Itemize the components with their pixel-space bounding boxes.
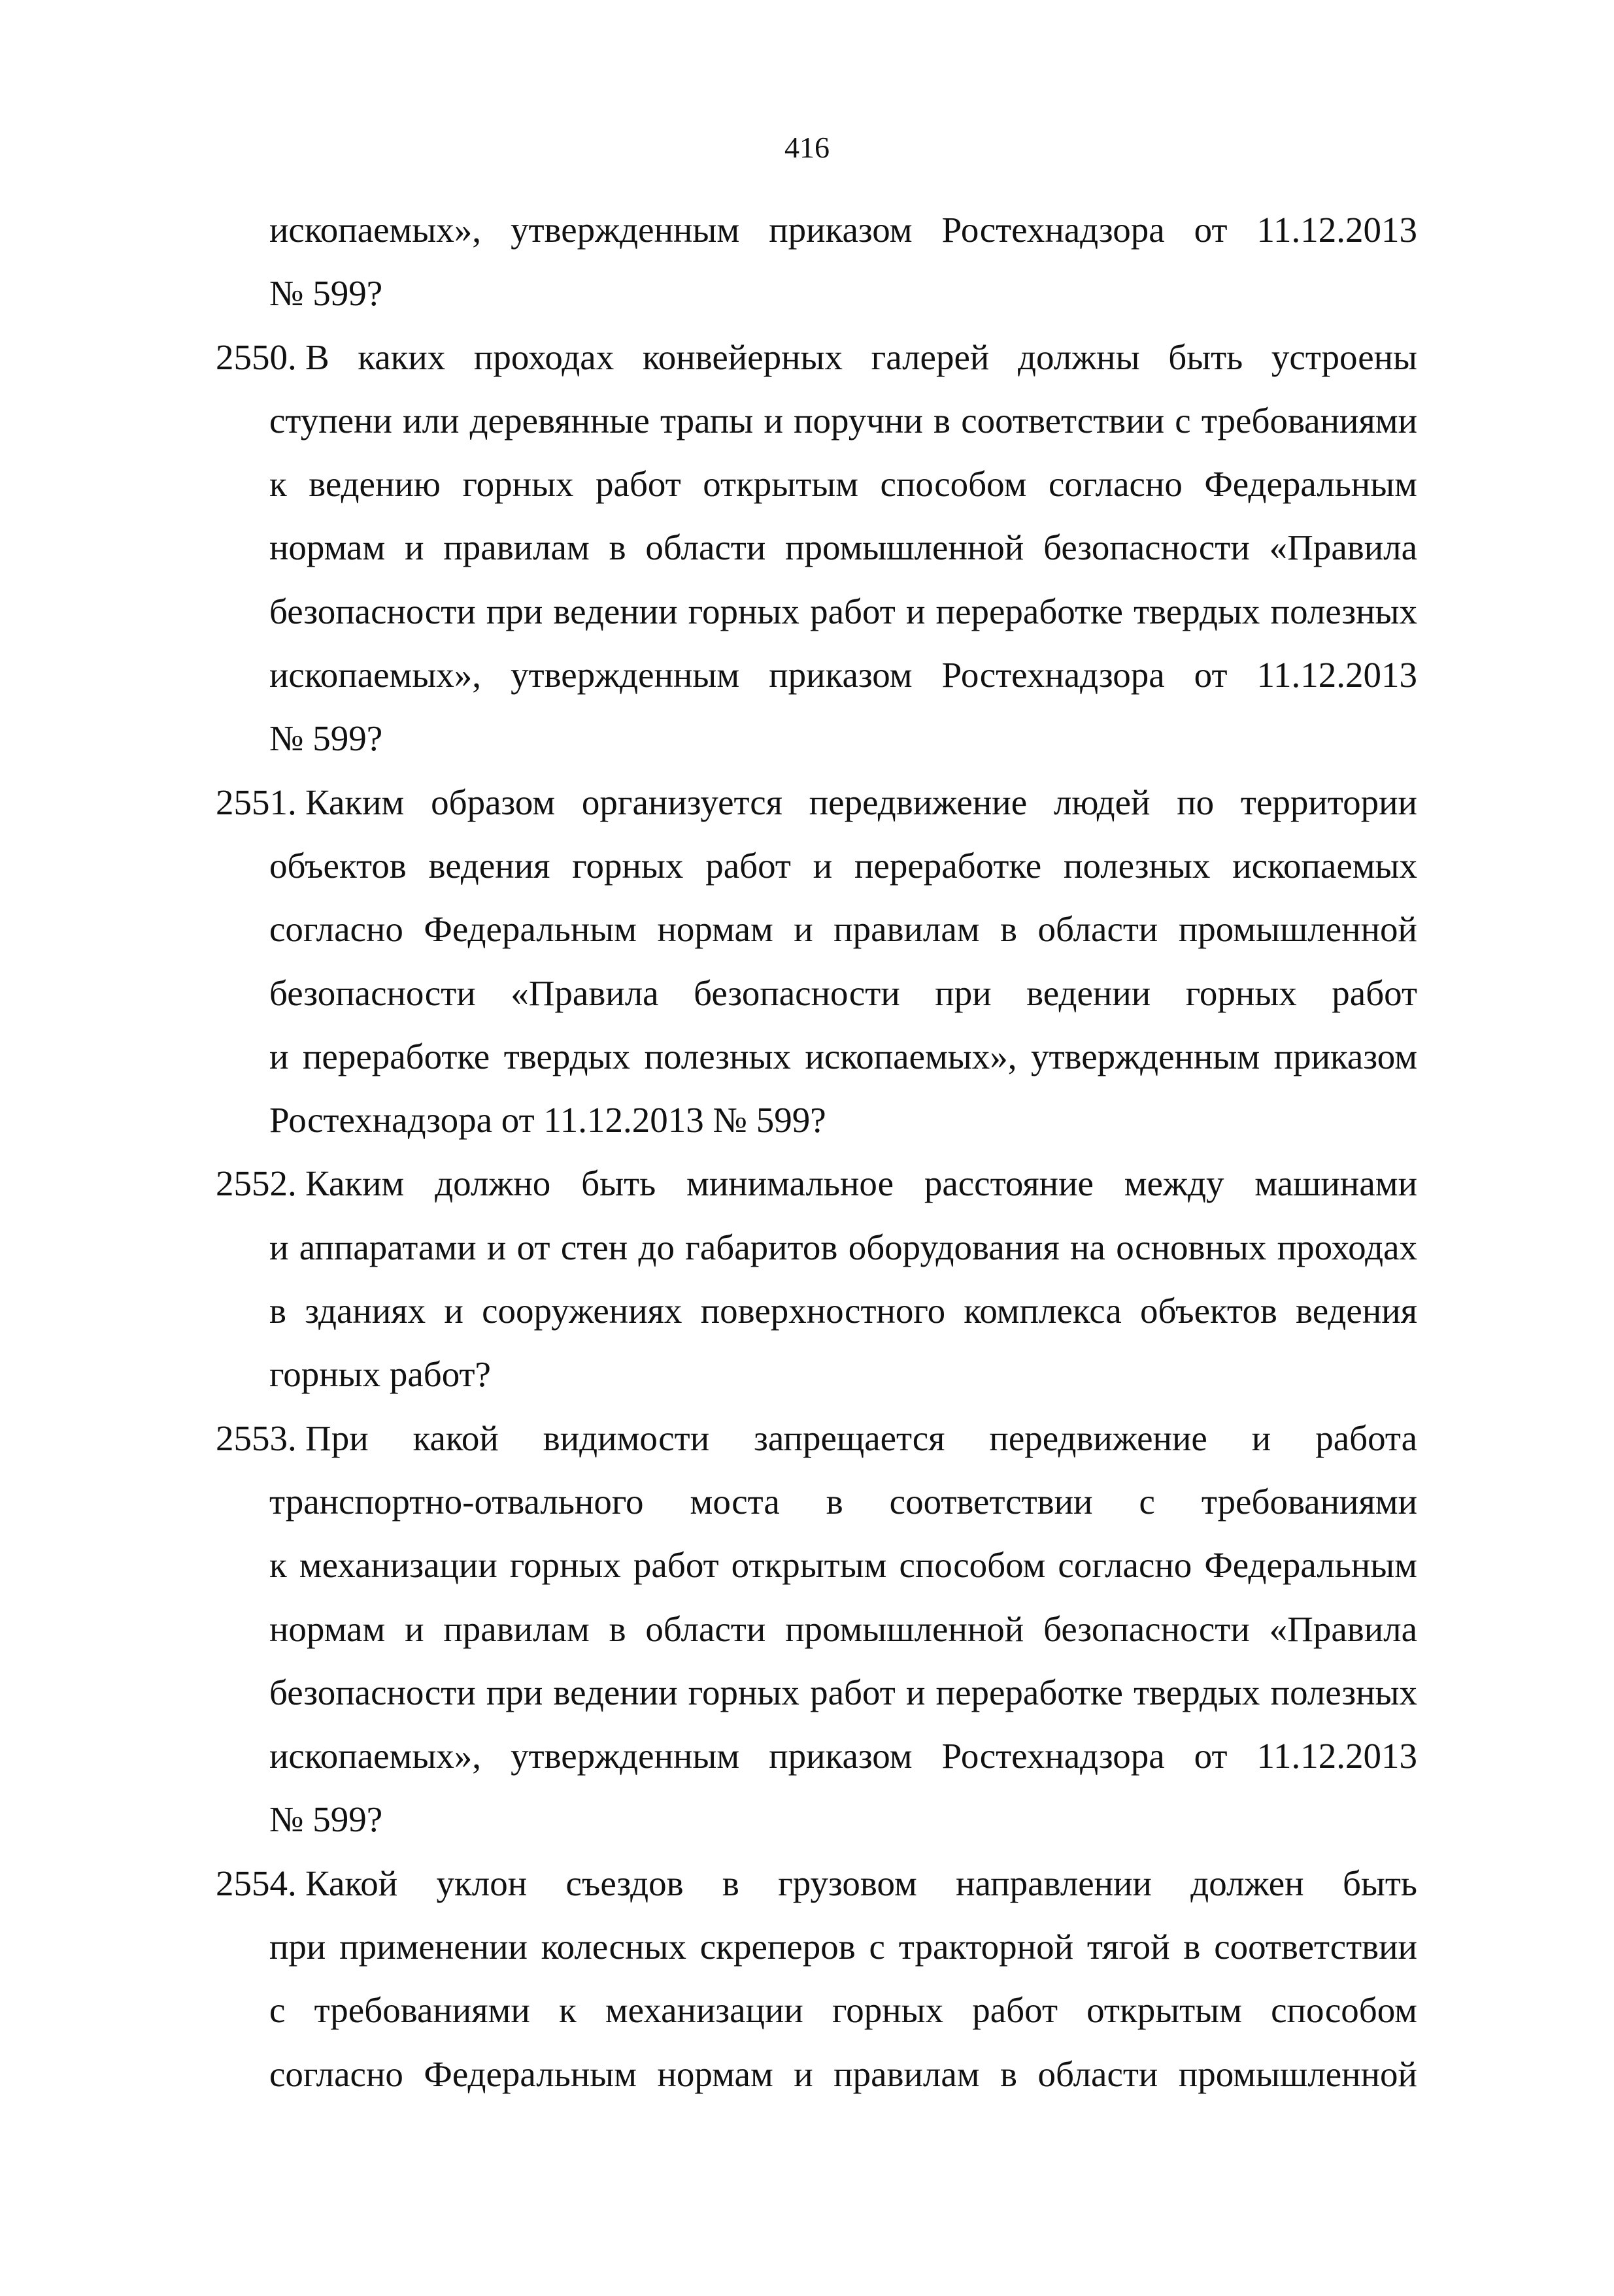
- question-item: [216, 771, 1417, 1152]
- question-item: [216, 1152, 1417, 1406]
- question-text-line: при применении колесных скреперов с тракторной тягой в соответствии: [269, 1927, 1417, 1967]
- question-text-line: безопасности при ведении горных работ и переработке твердых полезных: [269, 591, 1417, 631]
- question-text-line: ступени или деревянные трапы и поручни в соответствии с требованиями: [269, 400, 1417, 441]
- question-number: 2552.: [216, 1163, 297, 1204]
- question-text-line: При какой видимости запрещается передвижение и работа: [305, 1418, 1417, 1458]
- question-item: [216, 325, 1417, 771]
- question-text-line: Ростехнадзора от 11.12.2013 № 599?: [269, 1100, 826, 1140]
- question-text-line: В каких проходах конвейерных галерей должны быть устроены: [305, 337, 1417, 377]
- question-text-line: безопасности «Правила безопасности при ведении горных работ: [269, 973, 1417, 1013]
- question-text-line: в зданиях и сооружениях поверхностного комплекса объектов ведения: [269, 1291, 1417, 1331]
- question-number: 2554.: [216, 1863, 297, 1903]
- question-text-line: к ведению горных работ открытым способом согласно Федеральным: [269, 464, 1417, 505]
- question-number: 2553.: [216, 1418, 297, 1458]
- question-text-line: ископаемых», утвержденным приказом Ростехнадзора от 11.12.2013: [269, 655, 1417, 695]
- question-text-line: нормам и правилам в области промышленной безопасности «Правила: [269, 527, 1417, 568]
- question-text-line: объектов ведения горных работ и переработке полезных ископаемых: [269, 845, 1417, 886]
- question-first-line: [216, 771, 1417, 834]
- question-item: [216, 1852, 1417, 2106]
- question-first-line: [216, 1152, 1417, 1215]
- question-first-line: [216, 1852, 1417, 1915]
- question-text-line: Каким образом организуется передвижение людей по территории: [305, 782, 1417, 822]
- question-text-line: и аппаратами и от стен до габаритов оборудования на основных проходах: [269, 1227, 1417, 1267]
- question-text-line: Каким должно быть минимальное расстояние между машинами: [305, 1163, 1417, 1204]
- question-text-line: № 599?: [269, 1799, 383, 1840]
- question-text-line: с требованиями к механизации горных работ открытым способом: [269, 1990, 1417, 2031]
- question-item: [216, 1406, 1417, 1852]
- question-text-line: и переработке твердых полезных ископаемых», утвержденным приказом: [269, 1036, 1417, 1076]
- question-text-line: Какой уклон съездов в грузовом направлении должен быть: [305, 1863, 1417, 1903]
- question-first-line: [216, 1406, 1417, 1470]
- question-list: [216, 198, 1417, 2106]
- question-text-line: нормам и правилам в области промышленной безопасности «Правила: [269, 1608, 1417, 1649]
- question-text-line: ископаемых», утвержденным приказом Ростехнадзора от 11.12.2013: [269, 1736, 1417, 1776]
- question-continuation: [216, 198, 1417, 325]
- page-number: 416: [784, 131, 830, 164]
- question-text-line: транспортно-отвального моста в соответствии с требованиями: [269, 1481, 1417, 1522]
- question-number: 2551.: [216, 782, 297, 822]
- question-number: 2550.: [216, 337, 297, 377]
- question-text-line: к механизации горных работ открытым способом согласно Федеральным: [269, 1545, 1417, 1586]
- question-text-line: согласно Федеральным нормам и правилам в области промышленной: [269, 2054, 1417, 2094]
- question-text-line: № 599?: [269, 718, 383, 759]
- question-text-line: безопасности при ведении горных работ и переработке твердых полезных: [269, 1672, 1417, 1712]
- question-text-line: согласно Федеральным нормам и правилам в области промышленной: [269, 909, 1417, 950]
- question-text-line: горных работ?: [269, 1354, 491, 1395]
- question-first-line: [216, 325, 1417, 389]
- question-text-line: ископаемых», утвержденным приказом Ростехнадзора от 11.12.2013: [269, 210, 1417, 250]
- question-text-line: № 599?: [269, 273, 383, 314]
